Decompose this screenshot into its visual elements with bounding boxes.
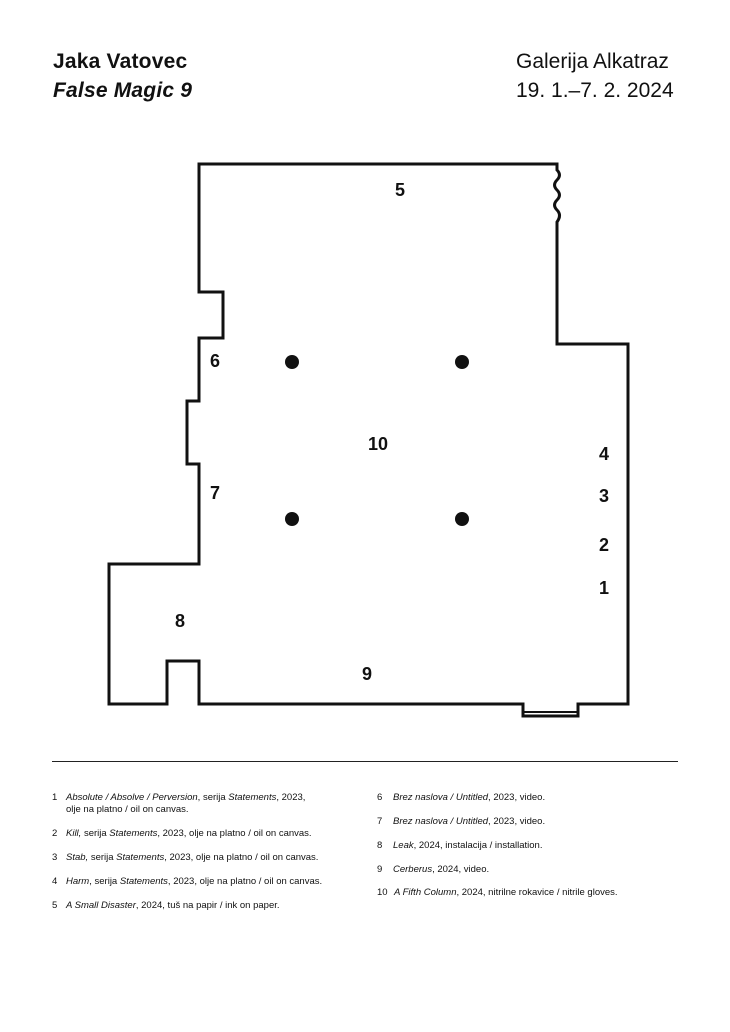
legend-line (66, 804, 352, 816)
legend-item-2 (52, 828, 352, 840)
legend-line (393, 840, 697, 852)
legend-text: Statements (109, 828, 158, 840)
legend-text: serija (81, 828, 110, 840)
legend-line (393, 792, 697, 804)
legend-text: , 2023, video. (488, 792, 546, 803)
legend-line (393, 864, 697, 876)
exhibition-title: False Magic 9 (53, 78, 193, 102)
plan-label-4: 4 (598, 444, 610, 464)
legend-text: , 2023, video. (488, 815, 546, 827)
column (285, 355, 299, 369)
divider (52, 761, 678, 762)
legend-item-3 (52, 852, 352, 864)
legend-text: Harm (66, 875, 90, 887)
artist-name: Jaka Vatovec (53, 50, 188, 73)
legend-text: serija (88, 852, 117, 864)
legend-text: , serija (89, 875, 120, 887)
legend-line (393, 816, 697, 828)
legend-text: Stab, (66, 852, 89, 864)
plan-label-5: 5 (394, 180, 406, 200)
legend-text: Brez naslova / Untitled (393, 815, 489, 827)
legend-line (66, 900, 352, 912)
legend-item-4 (52, 876, 352, 888)
legend-text: , 2023, olje na platno / oil on canvas. (167, 875, 323, 887)
legend-item-5 (52, 900, 352, 912)
legend-text: Brez naslova / Untitled (393, 792, 489, 803)
legend-number: 6 (377, 792, 383, 803)
legend-line (66, 876, 352, 888)
plan-label-7: 7 (209, 483, 221, 503)
legend-number: 10 (377, 887, 388, 899)
legend-text: A Fifth Column (394, 887, 457, 899)
plan-label-1: 1 (598, 578, 610, 598)
legend-text: , 2024, nitrilne rokavice / nitrile gloves. (456, 887, 618, 899)
artwork-labels (175, 180, 609, 684)
legend-text: , 2023, olje na platno / oil on canvas. (164, 852, 319, 864)
exhibition-dates: 19. 1.–7. 2. 2024 (516, 78, 674, 102)
column (455, 355, 469, 369)
plan-label-2: 2 (598, 535, 610, 555)
legend-item-7 (377, 816, 697, 828)
legend-line (66, 792, 352, 804)
legend-number: 8 (377, 839, 383, 851)
legend-column-left (52, 792, 352, 924)
legend-number: 7 (377, 815, 383, 827)
legend-line (66, 852, 352, 864)
venue-name: Galerija Alkatraz (516, 50, 669, 73)
legend-text: , 2024, tuš na papir / ink on paper. (135, 899, 280, 911)
legend-number: 1 (52, 792, 58, 803)
legend-text: Statements (116, 852, 165, 864)
legend-text: , 2023, olje na platno / oil on canvas. (157, 828, 312, 840)
legend-line (66, 828, 352, 840)
plan-label-3: 3 (598, 486, 610, 506)
plan-label-9: 9 (361, 664, 373, 684)
legend-item-1 (52, 792, 352, 817)
legend-item-10 (377, 887, 697, 899)
legend-text: olje na platno / oil on canvas. (66, 804, 189, 816)
legend-text: Absolute / Absolve / Perversion (66, 792, 198, 803)
legend-number: 5 (52, 899, 58, 911)
legend-text: , 2024, instalacija / installation. (413, 839, 543, 851)
legend-number: 4 (52, 875, 58, 887)
legend-text: Kill, (66, 828, 82, 840)
column (455, 512, 469, 526)
legend-text: A Small Disaster (66, 899, 136, 911)
legend-item-8 (377, 840, 697, 852)
legend-text: Statements (228, 792, 277, 803)
plan-label-8: 8 (174, 611, 186, 631)
legend-text: , 2024, video. (432, 863, 490, 875)
legend-number: 9 (377, 863, 383, 875)
column (285, 512, 299, 526)
plan-label-6: 6 (209, 351, 221, 371)
legend-text: Leak (393, 839, 414, 851)
legend-item-9 (377, 864, 697, 876)
legend-text: Statements (119, 875, 168, 887)
legend-column-right (377, 792, 697, 911)
legend-text: Cerberus (393, 863, 433, 875)
legend-number: 3 (52, 852, 58, 864)
legend-text: , serija (197, 792, 229, 803)
legend-number: 2 (52, 828, 58, 840)
legend-line (394, 887, 697, 899)
legend-text: , 2023, (276, 792, 306, 803)
legend-item-6 (377, 792, 697, 804)
plan-label-10: 10 (367, 434, 389, 454)
